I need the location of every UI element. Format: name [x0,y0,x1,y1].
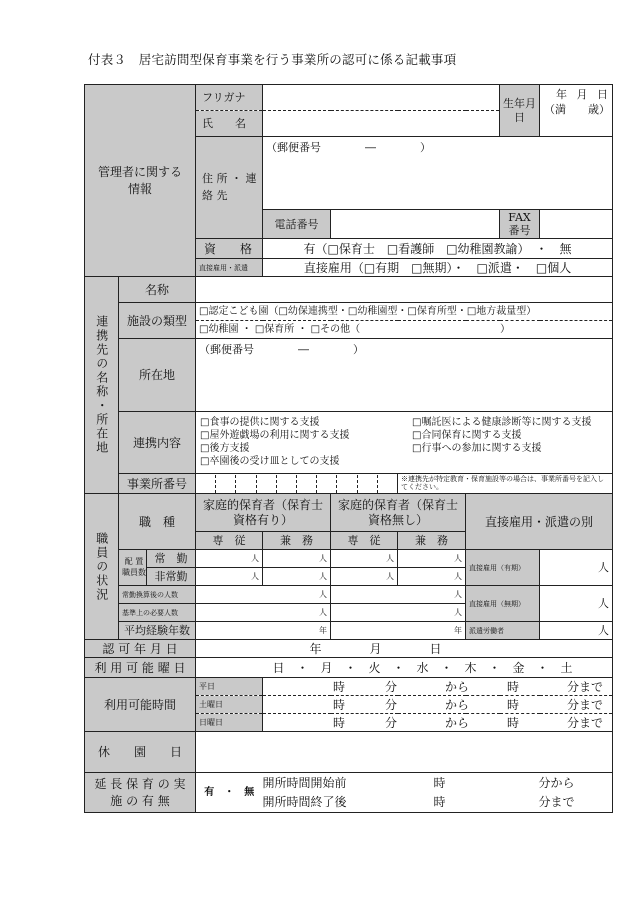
hours-saturday-end-hour: 時 [507,697,520,712]
extended-before-row[interactable] [263,773,613,793]
without-fte[interactable]: 人 [331,586,466,604]
office-number-label: 事業所番号 [119,474,196,494]
extended-before-from: 分から [538,775,575,790]
office-number-note: ※連携先が特定教育・保育施設等の場合は、事業所番号を記入してください。 [398,474,613,494]
without-part-label: 兼 務 [398,532,466,550]
with-avg-years[interactable]: 年 [196,622,331,640]
partner-postal-label: （郵便番号 ― ） [199,343,365,357]
extended-after-row[interactable] [263,793,613,813]
page-title: 付表３ 居宅訪問型保育事業を行う事業所の認可に係る記載事項 [88,52,457,67]
without-full-fulltime[interactable]: 人 [331,550,398,568]
facility-type-line2[interactable]: □幼稚園 ・ □保育所 ・ □その他（ ） [196,321,613,339]
emp-unfixed-label: 直接雇用（無期） [466,586,540,622]
hours-saturday-from: から [445,697,470,712]
hours-weekday-label: 平日 [196,678,263,696]
parttime-label: 非常勤 [147,568,196,586]
with-full-label: 専 従 [196,532,263,550]
content-option-backup[interactable]: □後方支援 [200,443,250,455]
hours-weekday-end-hour: 時 [507,679,520,694]
hours-saturday-start-minute: 分 [385,697,398,712]
extended-before-label: 開所時間開始前 [262,775,347,790]
facility-type-line1[interactable]: □認定こども園（□幼保連携型・□幼稚園型・□保育所型・□地方裁量型） [196,303,613,321]
without-required[interactable]: 人 [331,604,466,622]
content-option-events[interactable]: □行事への参加に関する支援 [412,443,542,455]
hours-sunday-label: 日曜日 [196,714,263,732]
without-full-label: 専 従 [331,532,398,550]
partner-name-label: 名称 [119,277,196,303]
content-option-after-graduation[interactable]: □卒園後の受け皿としての支援 [200,456,340,468]
employment-options[interactable]: 直接雇用（□有期 □無期）・ □派遣・ □個人 [263,259,613,277]
col-with-license: 家庭的保育者（保育士資格有り） [196,494,331,532]
hours-saturday-label: 土曜日 [196,696,263,714]
application-form [84,84,613,813]
holiday-field[interactable] [196,732,613,773]
partner-name-field[interactable] [196,277,613,303]
with-part-label: 兼 務 [263,532,331,550]
emp-dispatch-label: 派遣労働者 [466,622,540,640]
emp-dispatch-count[interactable]: 人 [540,622,613,640]
birthdate-label: 生年月日 [500,85,540,137]
without-full-parttime[interactable]: 人 [331,568,398,586]
partner-location-label: 所在地 [119,339,196,412]
office-number-boxes [196,475,397,493]
manager-section-label: 管理者に関する情報 [85,85,196,277]
birth-month-label: 月 [576,88,588,101]
holiday-label: 休 園 日 [85,732,196,773]
col-without-license: 家庭的保育者（保育士資格無し） [331,494,466,532]
without-part-parttime[interactable]: 人 [398,568,466,586]
content-option-health[interactable]: □嘱託医による健康診断等に関する支援 [412,417,592,429]
manager-address-field[interactable] [263,137,613,210]
with-part-fulltime[interactable]: 人 [263,550,331,568]
phone-field[interactable] [331,210,500,239]
content-option-meal[interactable]: □食事の提供に関する支援 [200,417,320,429]
address-label: 住 所 ・ 連 絡 先 [196,137,263,239]
qualification-options[interactable]: 有（□保育士 □看護師 □幼稚園教諭） ・ 無 [263,239,613,259]
with-required[interactable]: 人 [196,604,331,622]
facility-type-label: 施設の類型 [119,303,196,339]
available-hours-label: 利用可能時間 [85,678,196,732]
partner-content-label: 連携内容 [119,412,196,474]
with-full-fulltime[interactable]: 人 [196,550,263,568]
fax-field[interactable] [540,210,613,239]
approval-date-field[interactable]: 年 月 日 [196,640,613,658]
approval-date-label: 認 可 年 月 日 [85,640,196,658]
available-days-options[interactable]: 日 ・ 月 ・ 火 ・ 水 ・ 木 ・ 金 ・ 土 [196,658,613,678]
available-days-label: 利 用 可 能 曜 日 [85,658,196,678]
birth-day-label: 日 [597,88,609,101]
birth-year-label: 年 [556,88,568,101]
employment-label: 直接雇用・派遣 [196,259,263,277]
hours-weekday-until: 分まで [567,679,604,694]
hours-weekday-from: から [445,679,470,694]
staff-section-label: 職員の状況 [85,494,119,640]
partner-content-options[interactable] [196,412,613,474]
extended-after-label: 開所時間終了後 [262,795,347,810]
furigana-field[interactable] [263,85,500,111]
hours-sunday-start-hour: 時 [333,715,346,730]
extended-before-hour: 時 [433,775,446,790]
fax-label: FAX 番号 [500,210,540,239]
avg-years-label: 平均経験年数 [119,622,196,640]
qualification-label: 資 格 [196,239,263,259]
extended-care-label: 延 長 保 育 の 実 施 の 有 無 [85,773,196,813]
hours-weekday-field[interactable] [263,678,613,696]
hours-saturday-start-hour: 時 [333,697,346,712]
manager-postal-label: （郵便番号 ― ） [266,141,432,154]
hours-saturday-until: 分まで [567,697,604,712]
emp-fixed-label: 直接雇用（有期） [466,550,540,586]
extended-care-options[interactable]: 有 ・ 無 [196,773,263,813]
content-option-joint-care[interactable]: □合同保育に関する支援 [412,430,522,442]
with-part-parttime[interactable]: 人 [263,568,331,586]
hours-sunday-from: から [445,715,470,730]
hours-sunday-until: 分まで [567,715,604,730]
assigned-staff-label: 配 置 職員数 [119,550,147,586]
name-label: 氏 名 [196,111,263,137]
extended-after-until: 分まで [538,795,575,810]
birthdate-field[interactable] [540,85,613,137]
job-type-label: 職 種 [119,494,196,550]
partner-address-field[interactable] [196,339,613,412]
birth-age-label: （満 歳） [544,103,611,117]
name-field[interactable] [263,111,500,137]
hours-weekday-start-hour: 時 [333,679,346,694]
extended-after-hour: 時 [433,795,446,810]
hours-saturday-field[interactable] [263,696,613,714]
phone-label: 電話番号 [263,210,331,239]
partner-section-label: 連携先の名称・所在地 [85,277,119,494]
emp-unfixed-count[interactable]: 人 [540,586,613,622]
with-full-parttime[interactable]: 人 [196,568,263,586]
emp-fixed-count[interactable]: 人 [540,550,613,586]
required-label: 基準上の必要人数 [119,604,196,622]
fulltime-label: 常 勤 [147,550,196,568]
hours-sunday-end-hour: 時 [507,715,520,730]
with-fte[interactable]: 人 [196,586,331,604]
office-number-field[interactable] [196,474,398,494]
without-avg-years[interactable]: 年 [331,622,466,640]
content-option-playground[interactable]: □屋外遊戯場の利用に関する支援 [200,430,350,442]
fte-label: 常勤換算後の人数 [119,586,196,604]
hours-weekday-start-minute: 分 [385,679,398,694]
hours-sunday-field[interactable] [263,714,613,732]
col-employment-type: 直接雇用・派遣の別 [466,494,613,550]
hours-sunday-start-minute: 分 [385,715,398,730]
without-part-fulltime[interactable]: 人 [398,550,466,568]
furigana-label: フリガナ [196,85,263,111]
